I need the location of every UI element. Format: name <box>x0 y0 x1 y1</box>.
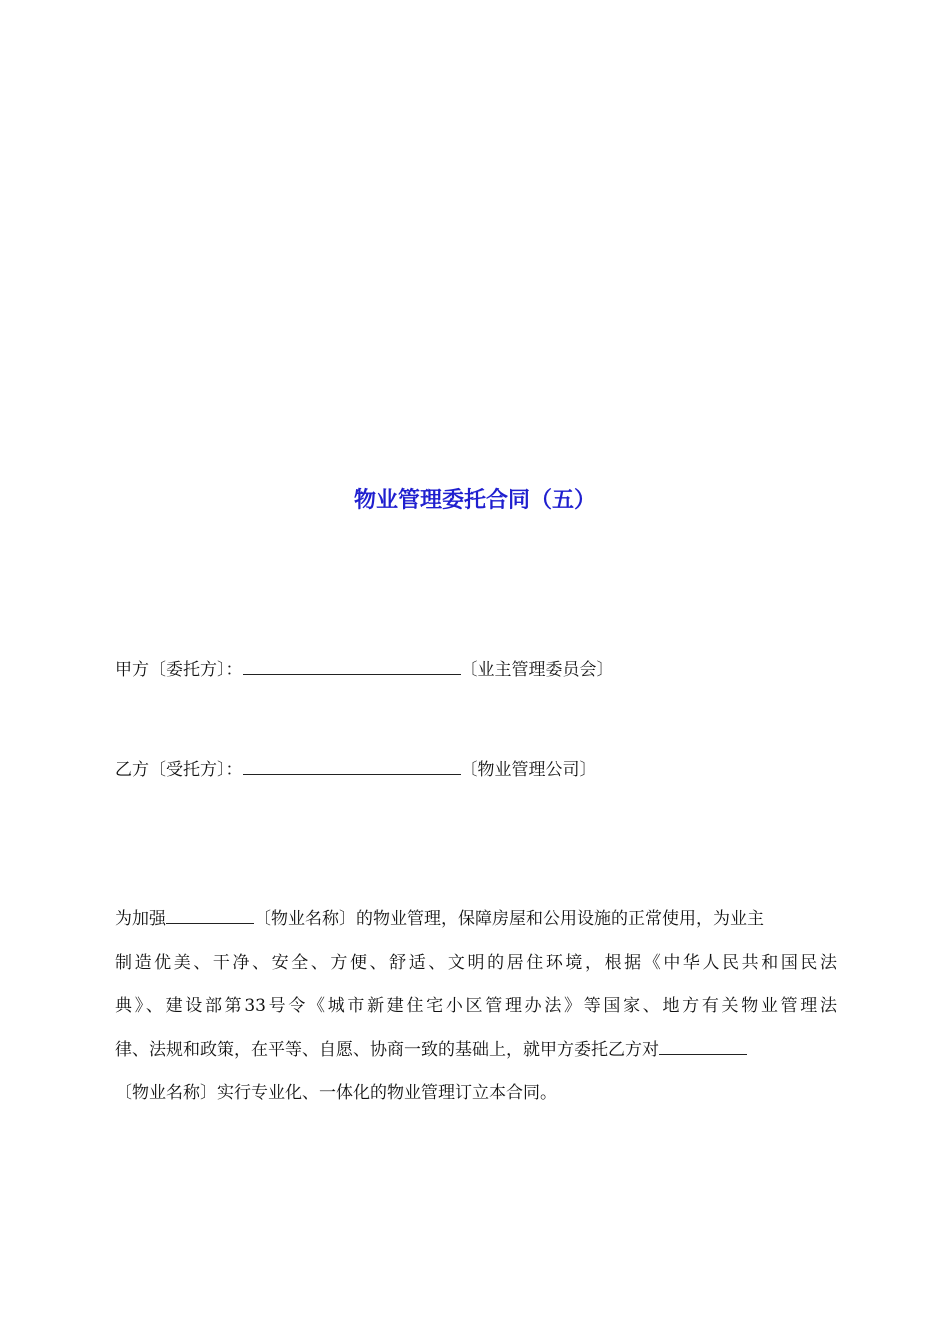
preamble-paragraph <box>115 904 837 1122</box>
party-b-label: 乙方〔受托方〕： <box>115 760 243 780</box>
party-a-name-blank <box>243 659 461 675</box>
preamble-line-3: 典》、建设部第33号令《城市新建住宅小区管理办法》等国家、地方有关物业管理法 <box>115 996 837 1017</box>
party-a-label: 甲方〔委托方〕： <box>115 660 243 680</box>
document-title: 物业管理委托合同（五） <box>353 488 596 513</box>
preamble-line-2: 制造优美、干净、安全、方便、舒适、文明的居住环境，根据《中华人民共和国民法 <box>115 952 837 973</box>
property-name-blank <box>166 908 254 924</box>
party-b-name-blank <box>243 759 461 775</box>
preamble-line-4-text: 律、法规和政策，在平等、自愿、协商一致的基础上，就甲方委托乙方对 <box>115 1039 659 1060</box>
party-b-note: 〔物业管理公司〕 <box>460 760 597 780</box>
party-b-line <box>115 758 597 782</box>
preamble-line-1 <box>115 904 837 948</box>
preamble-line-5: 〔物业名称〕实行专业化、一体化的物业管理订立本合同。 <box>115 1083 557 1104</box>
party-a-line <box>115 658 614 682</box>
preamble-line-4 <box>115 1035 837 1079</box>
party-a-note: 〔业主管理委员会〕 <box>460 660 614 680</box>
property-name-blank-2 <box>659 1039 747 1055</box>
preamble-line-1-rest: 〔物业名称〕的物业管理，保障房屋和公用设施的正常使用，为业主 <box>254 909 764 929</box>
preamble-line-1-start: 为加强 <box>115 909 166 929</box>
